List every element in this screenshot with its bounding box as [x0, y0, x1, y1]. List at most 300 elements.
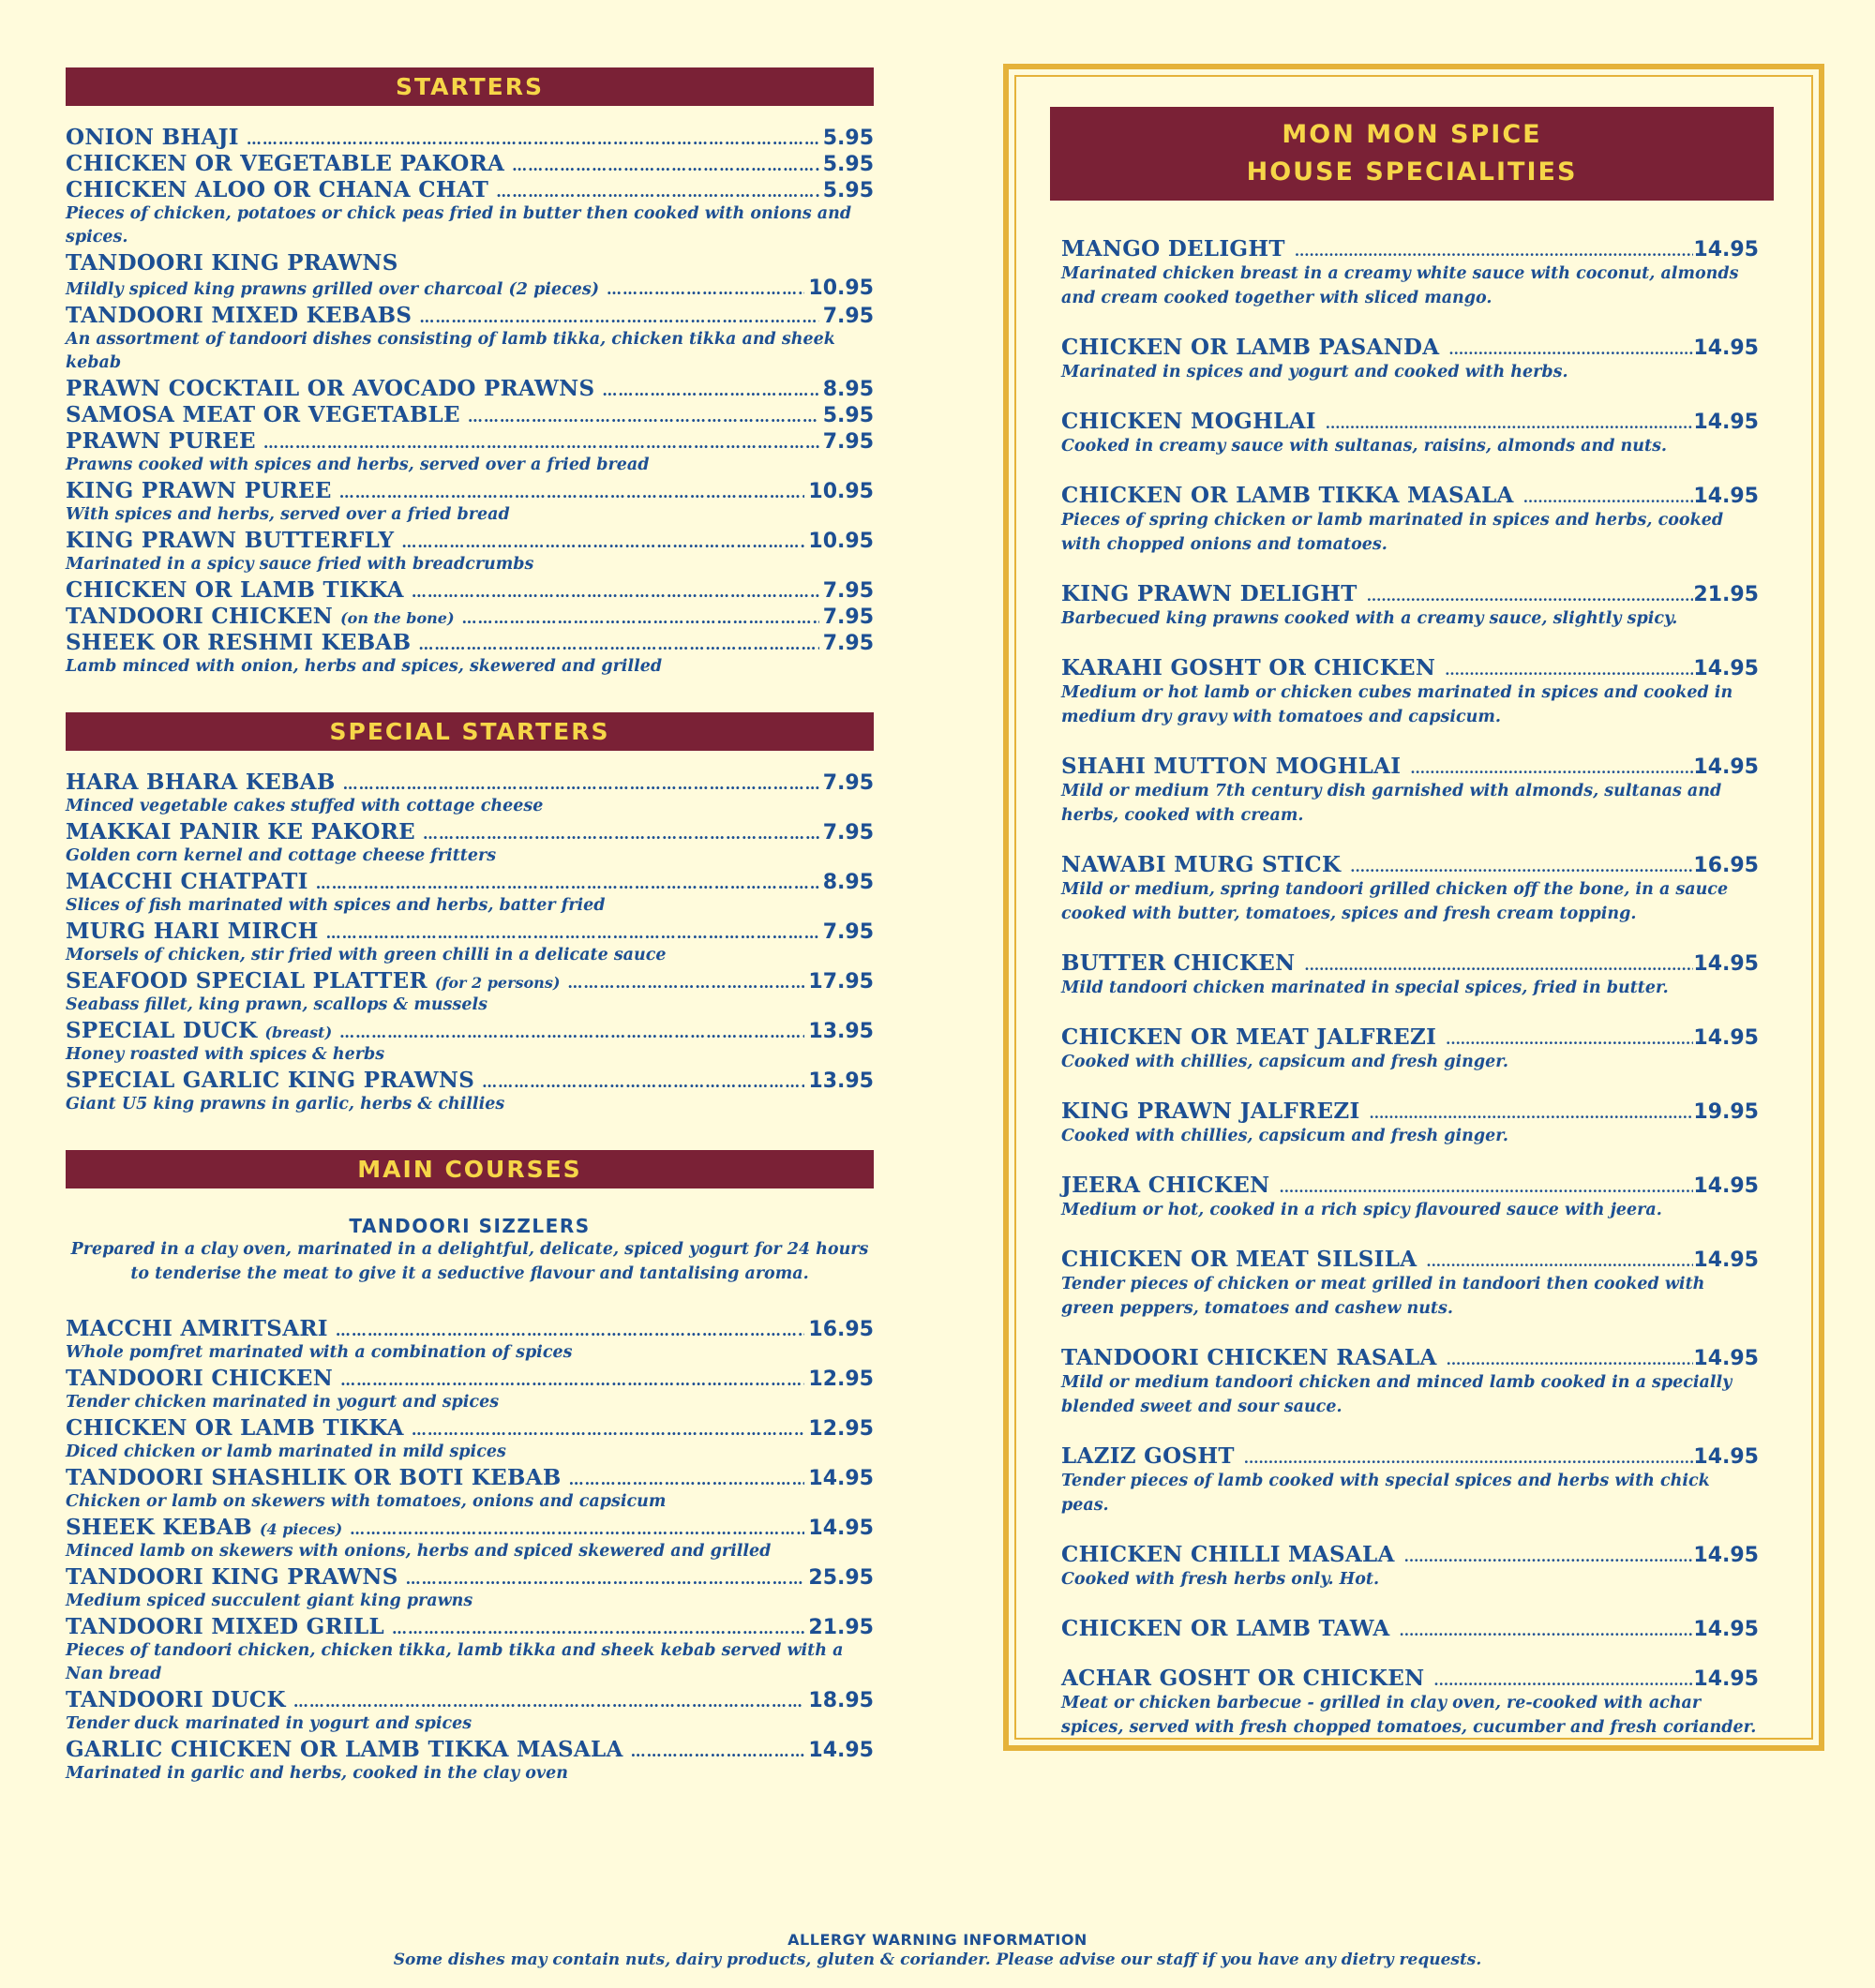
menu-item-desc: Tender chicken marinated in yogurt and spices [66, 1393, 500, 1412]
main-courses-list [66, 1316, 874, 1786]
menu-item [66, 1564, 874, 1613]
menu-item [1061, 335, 1759, 384]
menu-item-row [66, 478, 874, 503]
menu-item-price: 14.95 [808, 1467, 874, 1490]
menu-item [66, 919, 874, 967]
menu-item-row [66, 1564, 874, 1590]
menu-item-name: MACCHI CHATPATI [66, 869, 308, 894]
dot-leader [339, 1024, 804, 1041]
menu-item-price: 5.95 [822, 153, 874, 176]
menu-item [66, 125, 874, 150]
menu-item-row [66, 125, 874, 150]
menu-item-name: SAMOSA MEAT OR VEGETABLE [66, 402, 460, 427]
dot-leader [631, 1742, 805, 1760]
menu-item-name: TANDOORI DUCK [66, 1687, 286, 1712]
menu-item-name: CHICKEN OR LAMB TIKKA [66, 577, 404, 603]
menu-item [66, 1465, 874, 1514]
menu-item-desc: Whole pomfret marinated with a combination of spices [66, 1343, 573, 1362]
menu-item-name: SHEEK OR RESHMI KEBAB [66, 630, 412, 655]
menu-item-note: (breast) [264, 1024, 333, 1041]
menu-item [66, 177, 874, 249]
menu-item-price: 21.95 [808, 1616, 874, 1639]
menu-item-name: SHAHI MUTTON MOGHLAI [1061, 754, 1402, 779]
menu-item [66, 819, 874, 868]
menu-item-row [1061, 409, 1759, 434]
dot-leader [1279, 1179, 1693, 1196]
menu-item-desc: An assortment of tandoori dishes consisting of lamb tikka, chicken tikka and sheek kebab [66, 330, 835, 372]
menu-item-name: TANDOORI CHICKEN [66, 1366, 334, 1391]
menu-item-price: 14.95 [1693, 1667, 1759, 1691]
menu-item-desc: Marinated in spices and yogurt and cooked with herbs. [1061, 363, 1568, 381]
menu-item [66, 1614, 874, 1686]
menu-item-row [66, 277, 874, 302]
menu-item-desc: Mild or medium, spring tandoori grilled chicken off the bone, in a sauce cooked with butter, tomatoes, spices and fresh cream topping. [1061, 880, 1729, 923]
menu-item [1061, 950, 1759, 1000]
banner-line-1: MON MON SPICE [1282, 120, 1542, 149]
menu-item-name: CHICKEN OR LAMB TAWA [1061, 1616, 1390, 1641]
menu-item-desc: Minced lamb on skewers with onions, herbs and spiced skewered and grilled [66, 1542, 772, 1561]
dot-leader [423, 825, 819, 843]
menu-item-row [1061, 1247, 1759, 1272]
menu-item-name: KING PRAWN JALFREZI [1061, 1099, 1360, 1124]
menu-item-price: 5.95 [822, 127, 874, 150]
dot-leader [567, 974, 804, 992]
menu-item-name: CHICKEN OR LAMB TIKKA [66, 1415, 404, 1441]
menu-item-price: 14.95 [1693, 952, 1759, 976]
menu-item [66, 1415, 874, 1464]
menu-item-name: MANGO DELIGHT [1061, 236, 1285, 262]
menu-item-price: 14.95 [1693, 485, 1759, 508]
menu-item [1061, 1247, 1759, 1321]
menu-item-row [66, 1316, 874, 1341]
dot-leader [1367, 588, 1694, 605]
menu-item [66, 577, 874, 603]
menu-item-row [66, 1018, 874, 1043]
menu-item-desc: Slices of fish marinated with spices and herbs, batter fried [66, 896, 606, 915]
menu-item-price: 5.95 [822, 404, 874, 427]
dot-leader [343, 775, 819, 793]
menu-item-price: 14.95 [1693, 411, 1759, 434]
dot-leader [1326, 415, 1694, 432]
menu-item [1061, 1666, 1759, 1740]
dot-leader [1244, 1450, 1694, 1467]
menu-item-name: TANDOORI CHICKEN RASALA [1061, 1345, 1437, 1370]
menu-item [66, 1018, 874, 1067]
menu-item-desc: Tender pieces of chicken or meat grilled in tandoori then cooked with green peppers, tomatoes and cashew nuts. [1061, 1275, 1705, 1318]
dot-leader [1445, 662, 1693, 679]
menu-item-price: 14.95 [1693, 1618, 1759, 1641]
house-specialities-banner [1050, 107, 1774, 201]
menu-item-price: 14.95 [1693, 1248, 1759, 1272]
menu-item-price: 25.95 [808, 1566, 874, 1590]
allergy-text: Some dishes may contain nuts, dairy products, gluten & coriander. Please advise our staff if you have any dietry requests. [393, 1951, 1482, 1969]
dot-leader [350, 1520, 804, 1538]
menu-item-price: 10.95 [808, 277, 874, 300]
menu-item-note: (on the bone) [340, 609, 455, 627]
menu-item-price: 7.95 [822, 579, 874, 603]
menu-item-row [66, 1614, 874, 1639]
dot-leader [1295, 243, 1694, 260]
menu-item [1061, 1173, 1759, 1222]
menu-item-price: 14.95 [808, 1739, 874, 1762]
menu-item-price: 14.95 [1693, 1544, 1759, 1567]
menu-item-price: 7.95 [822, 821, 874, 845]
allergy-title: ALLERGY WARNING INFORMATION [788, 1931, 1088, 1949]
menu-item-price: 7.95 [822, 771, 874, 795]
menu-item-name: SEAFOOD SPECIAL PLATTER [66, 968, 428, 994]
menu-item-name: SHEEK KEBAB [66, 1515, 252, 1540]
dot-leader [482, 1073, 804, 1091]
menu-item [66, 428, 874, 477]
menu-item-row [66, 604, 874, 629]
menu-item-name: TANDOORI SHASHLIK OR BOTI KEBAB [66, 1465, 562, 1490]
menu-item [1061, 1099, 1759, 1148]
menu-item-row [66, 869, 874, 894]
dot-leader [336, 1322, 805, 1339]
menu-item [66, 630, 874, 679]
menu-item-price: 8.95 [822, 871, 874, 894]
menu-item-price: 7.95 [822, 430, 874, 454]
menu-item-desc: Chicken or lamb on skewers with tomatoes, onions and capsicum [66, 1492, 667, 1511]
dot-leader [412, 1421, 805, 1439]
menu-item-name: CHICKEN OR MEAT SILSILA [1061, 1247, 1418, 1272]
menu-item-price: 7.95 [822, 920, 874, 944]
menu-item-desc: Pieces of tandoori chicken, chicken tikka, lamb tikka and sheek kebab served with a Nan bread [66, 1641, 844, 1683]
menu-item-desc: Mild or medium tandoori chicken and minced lamb cooked in a specially blended sweet and sour sauce. [1061, 1373, 1732, 1416]
menu-item-row [66, 968, 874, 994]
menu-item [1061, 655, 1759, 729]
menu-item [66, 376, 874, 401]
menu-item [1061, 1345, 1759, 1419]
menu-item-desc: Honey roasted with spices & herbs [66, 1045, 385, 1064]
menu-item-row [66, 528, 874, 553]
menu-item-row [1061, 335, 1759, 360]
menu-item [66, 303, 874, 375]
dot-leader [1433, 1672, 1693, 1689]
menu-item-price: 14.95 [808, 1517, 874, 1540]
dot-leader [569, 1471, 805, 1488]
menu-item [66, 869, 874, 918]
inner-frame [1014, 75, 1813, 1740]
menu-item-desc: Cooked with chillies, capsicum and fresh ginger. [1061, 1053, 1508, 1071]
menu-item-price: 5.95 [822, 179, 874, 202]
menu-item-desc: Morsels of chicken, stir fried with green chilli in a delicate sauce [66, 946, 667, 964]
menu-item-row [1061, 1443, 1759, 1469]
menu-item-desc: Mild tandoori chicken marinated in special spices, fried in butter. [1061, 979, 1669, 997]
menu-item-row [66, 303, 874, 328]
menu-item-row [66, 1465, 874, 1490]
menu-item-row [1061, 1099, 1759, 1124]
menu-item-desc: Prawns cooked with spices and herbs, served over a fried bread [66, 456, 650, 474]
menu-item-desc: Barbecued king prawns cooked with a creamy sauce, slightly spicy. [1061, 609, 1678, 628]
menu-item [1061, 1616, 1759, 1641]
menu-item-name: CHICKEN OR LAMB PASANDA [1061, 335, 1440, 360]
dot-leader [293, 1693, 805, 1711]
menu-item [66, 151, 874, 176]
menu-item-name: LAZIZ GOSHT [1061, 1443, 1235, 1469]
menu-item [66, 604, 874, 629]
menu-item-desc: Tender duck marinated in yogurt and spices [66, 1714, 472, 1733]
menu-item-row [66, 1687, 874, 1712]
menu-item-price: 14.95 [1693, 1174, 1759, 1198]
dot-leader [1410, 760, 1693, 777]
menu-item-row [66, 177, 874, 202]
tandoori-sizzlers-desc: Prepared in a clay oven, marinated in a delightful, delicate, spiced yogurt for 24 hours to tenderise the meat to give it a seductive flavour and tantalising aroma. [70, 1240, 869, 1283]
menu-item [66, 1316, 874, 1365]
menu-item-desc: Cooked with chillies, capsicum and fresh ginger. [1061, 1127, 1508, 1145]
menu-item-row [66, 402, 874, 427]
dot-leader [1350, 859, 1693, 875]
menu-item-price: 14.95 [1693, 238, 1759, 262]
menu-item [66, 277, 874, 302]
menu-item-row [1061, 1542, 1759, 1567]
menu-item-desc: Marinated in a spicy sauce fried with breadcrumbs [66, 555, 534, 574]
menu-item-price: 14.95 [1693, 1026, 1759, 1050]
dot-leader [419, 308, 818, 326]
menu-item [66, 1515, 874, 1563]
menu-item-name: MURG HARI MIRCH [66, 919, 319, 944]
menu-item-name: CHICKEN MOGHLAI [1061, 409, 1316, 434]
menu-item-name: SPECIAL GARLIC KING PRAWNS [66, 1068, 475, 1093]
menu-item [66, 528, 874, 576]
menu-item-row [1061, 1666, 1759, 1691]
menu-item [66, 478, 874, 527]
menu-item-row [66, 577, 874, 603]
dot-leader [412, 583, 819, 601]
menu-item-price: 7.95 [822, 305, 874, 328]
menu-item-desc: Medium or hot lamb or chicken cubes marinated in spices and cooked in medium dry gravy with tomatoes and capsicum. [1061, 683, 1733, 726]
special-starters-list [66, 770, 874, 1116]
banner-line-2: HOUSE SPECIALITIES [1246, 157, 1578, 187]
menu-item-note: (for 2 persons) [434, 974, 561, 992]
dot-leader [392, 1620, 804, 1637]
main-courses-section [66, 1150, 874, 1786]
menu-item-price: 16.95 [1693, 854, 1759, 877]
dot-leader [496, 183, 819, 201]
menu-item-row [1061, 754, 1759, 779]
menu-item [1061, 1024, 1759, 1074]
dot-leader [468, 408, 819, 426]
menu-item-desc: Meat or chicken barbecue - grilled in clay oven, re-cooked with achar spices, served with fresh chopped tomatoes, cucumber and fresh coriander. [1061, 1694, 1757, 1737]
dot-leader [607, 280, 804, 298]
menu-item-row [1061, 950, 1759, 976]
menu-item-desc: Mildly spiced king prawns grilled over charcoal (2 pieces) [66, 280, 600, 299]
menu-item-row [1061, 655, 1759, 680]
menu-item [66, 968, 874, 1017]
menu-item-price: 13.95 [808, 1069, 874, 1093]
menu-item [66, 1068, 874, 1116]
menu-item-note: (4 pieces) [259, 1520, 343, 1538]
menu-item-name: KING PRAWN DELIGHT [1061, 581, 1358, 606]
menu-item-price: 14.95 [1693, 1347, 1759, 1370]
menu-item [66, 250, 874, 276]
menu-item-name: KING PRAWN BUTTERFLY [66, 528, 395, 553]
dot-leader [340, 1371, 804, 1389]
dot-leader [401, 533, 804, 551]
dot-leader [1448, 341, 1693, 358]
dot-leader [263, 434, 819, 452]
dot-leader [1404, 1548, 1694, 1565]
menu-item-desc: Diced chicken or lamb marinated in mild spices [66, 1442, 506, 1461]
menu-item-name: ONION BHAJI [66, 125, 239, 150]
dot-leader [1447, 1352, 1694, 1368]
dot-leader [247, 130, 819, 148]
menu-item [1061, 483, 1759, 557]
starters-banner: STARTERS [66, 67, 874, 106]
menu-item-row [66, 1515, 874, 1540]
menu-item-row [66, 1366, 874, 1391]
menu-item-desc: Minced vegetable cakes stuffed with cottage cheese [66, 797, 544, 815]
menu-item-desc: Medium spiced succulent giant king prawns [66, 1592, 473, 1610]
menu-item [1061, 581, 1759, 631]
main-courses-banner: MAIN COURSES [66, 1150, 874, 1188]
menu-item-desc: Seabass fillet, king prawn, scallops & mussels [66, 995, 488, 1014]
menu-item-name: NAWABI MURG STICK [1061, 852, 1342, 877]
starters-section [66, 67, 874, 679]
menu-item [66, 770, 874, 818]
menu-item-row [1061, 581, 1759, 606]
house-specialities-list [1061, 236, 1759, 1764]
menu-item-price: 13.95 [808, 1020, 874, 1043]
menu-item-name: TANDOORI MIXED GRILL [66, 1614, 385, 1639]
menu-item-row [1061, 236, 1759, 262]
menu-item-desc: Marinated in garlic and herbs, cooked in the clay oven [66, 1764, 568, 1783]
menu-item [66, 1737, 874, 1786]
menu-item-name: MAKKAI PANIR KE PAKORE [66, 819, 415, 845]
menu-item-price: 16.95 [808, 1318, 874, 1341]
menu-item-desc: Tender pieces of lamb cooked with special spices and herbs with chick peas. [1061, 1472, 1710, 1515]
menu-item-name: KARAHI GOSHT OR CHICKEN [1061, 655, 1436, 680]
menu-item-price: 12.95 [808, 1368, 874, 1391]
menu-item-desc: Marinated chicken breast in a creamy white sauce with coconut, almonds and cream cooked together with sliced mango. [1061, 264, 1739, 307]
menu-item-row [66, 819, 874, 845]
menu-item-price: 10.95 [808, 480, 874, 503]
menu-item-row [66, 1415, 874, 1441]
menu-item-price: 18.95 [808, 1689, 874, 1712]
dot-leader [326, 924, 819, 942]
dot-leader [512, 157, 819, 174]
menu-item-desc: Pieces of chicken, potatoes or chick peas fried in butter then cooked with onions and spices. [66, 204, 852, 247]
dot-leader [316, 874, 819, 892]
menu-item-row [1061, 483, 1759, 508]
menu-item-name: CHICKEN ALOO OR CHANA CHAT [66, 177, 489, 202]
menu-item [1061, 754, 1759, 828]
menu-item [1061, 1443, 1759, 1517]
menu-item-row [66, 428, 874, 454]
menu-item [66, 1687, 874, 1736]
menu-item-desc: Cooked in creamy sauce with sultanas, raisins, almonds and nuts. [1061, 437, 1668, 456]
menu-item-row [66, 250, 874, 276]
special-starters-banner: SPECIAL STARTERS [66, 712, 874, 751]
house-specialities-frame [1003, 64, 1824, 1751]
menu-item-price: 7.95 [822, 605, 874, 629]
menu-item-name: ACHAR GOSHT OR CHICKEN [1061, 1666, 1425, 1691]
menu-item-price: 8.95 [822, 378, 874, 401]
menu-item-row [1061, 852, 1759, 877]
menu-item-name: TANDOORI MIXED KEBABS [66, 303, 412, 328]
menu-item-name: SPECIAL DUCK [66, 1018, 258, 1043]
menu-item-row [66, 919, 874, 944]
menu-item-desc: Lamb minced with onion, herbs and spices, skewered and grilled [66, 657, 663, 676]
menu-item-row [1061, 1173, 1759, 1198]
starters-list [66, 125, 874, 679]
dot-leader [1370, 1105, 1694, 1122]
menu-item-name: CHICKEN OR VEGETABLE PAKORA [66, 151, 505, 176]
dot-leader [406, 1570, 805, 1588]
tandoori-sizzlers-title: TANDOORI SIZZLERS [349, 1215, 591, 1237]
menu-item-desc: With spices and herbs, served over a fried bread [66, 505, 510, 524]
menu-item-price: 14.95 [1693, 336, 1759, 360]
menu-item-name: TANDOORI KING PRAWNS [66, 250, 398, 276]
dot-leader [1446, 1031, 1693, 1048]
menu-item-price: 17.95 [808, 970, 874, 994]
menu-item-row [66, 630, 874, 655]
menu-item-price: 14.95 [1693, 755, 1759, 779]
menu-item-name: GARLIC CHICKEN OR LAMB TIKKA MASALA [66, 1737, 623, 1762]
menu-item-desc: Golden corn kernel and cottage cheese fritters [66, 846, 497, 865]
menu-item [1061, 236, 1759, 310]
dot-leader [602, 381, 818, 399]
menu-item-desc: Mild or medium 7th century dish garnished with almonds, sultanas and herbs, cooked with cream. [1061, 782, 1722, 825]
menu-item-price: 10.95 [808, 530, 874, 553]
menu-item-name: JEERA CHICKEN [1061, 1173, 1270, 1198]
menu-item-row [66, 770, 874, 795]
menu-item-name: BUTTER CHICKEN [1061, 950, 1296, 976]
menu-item-price: 19.95 [1693, 1100, 1759, 1124]
dot-leader [1523, 489, 1694, 506]
menu-item-price: 7.95 [822, 632, 874, 655]
dot-leader [418, 635, 818, 653]
menu-item-desc: Medium or hot, cooked in a rich spicy flavoured sauce with jeera. [1061, 1201, 1662, 1219]
menu-item-desc: Cooked with fresh herbs only. Hot. [1061, 1570, 1380, 1589]
menu-item [66, 1366, 874, 1414]
allergy-warning [0, 1931, 1875, 1971]
menu-item-row [66, 376, 874, 401]
menu-item-name: TANDOORI KING PRAWNS [66, 1564, 398, 1590]
menu-item-row [1061, 1616, 1759, 1641]
menu-item-name: CHICKEN OR MEAT JALFREZI [1061, 1024, 1437, 1050]
menu-item-row [66, 151, 874, 176]
left-column [66, 67, 874, 1819]
menu-item-price: 21.95 [1693, 583, 1759, 606]
menu-item-row [1061, 1024, 1759, 1050]
dot-leader [1426, 1253, 1693, 1270]
menu-item [1061, 409, 1759, 458]
menu-item-row [1061, 1345, 1759, 1370]
menu-item-row [66, 1068, 874, 1093]
menu-item-name: HARA BHARA KEBAB [66, 770, 336, 795]
dot-leader [339, 484, 805, 501]
menu-item [1061, 852, 1759, 926]
menu-item-desc: Pieces of spring chicken or lamb marinated in spices and herbs, cooked with chopped onions and tomatoes. [1061, 511, 1724, 554]
menu-item [1061, 1542, 1759, 1592]
menu-item-row [66, 1737, 874, 1762]
menu-item-name: PRAWN PUREE [66, 428, 256, 454]
menu-item-name: TANDOORI CHICKEN [66, 604, 334, 629]
menu-item-name: KING PRAWN PUREE [66, 478, 332, 503]
menu-item-name: CHICKEN OR LAMB TIKKA MASALA [1061, 483, 1514, 508]
menu-item-desc: Giant U5 king prawns in garlic, herbs & chillies [66, 1095, 505, 1114]
menu-item-name: MACCHI AMRITSARI [66, 1316, 328, 1341]
menu-item-price: 14.95 [1693, 1445, 1759, 1469]
menu-item-price: 12.95 [808, 1417, 874, 1441]
menu-item-name: PRAWN COCKTAIL OR AVOCADO PRAWNS [66, 376, 595, 401]
dot-leader [1400, 1622, 1694, 1639]
special-starters-section [66, 712, 874, 1116]
menu-item-name: CHICKEN CHILLI MASALA [1061, 1542, 1395, 1567]
dot-leader [462, 609, 819, 627]
dot-leader [1304, 957, 1693, 974]
